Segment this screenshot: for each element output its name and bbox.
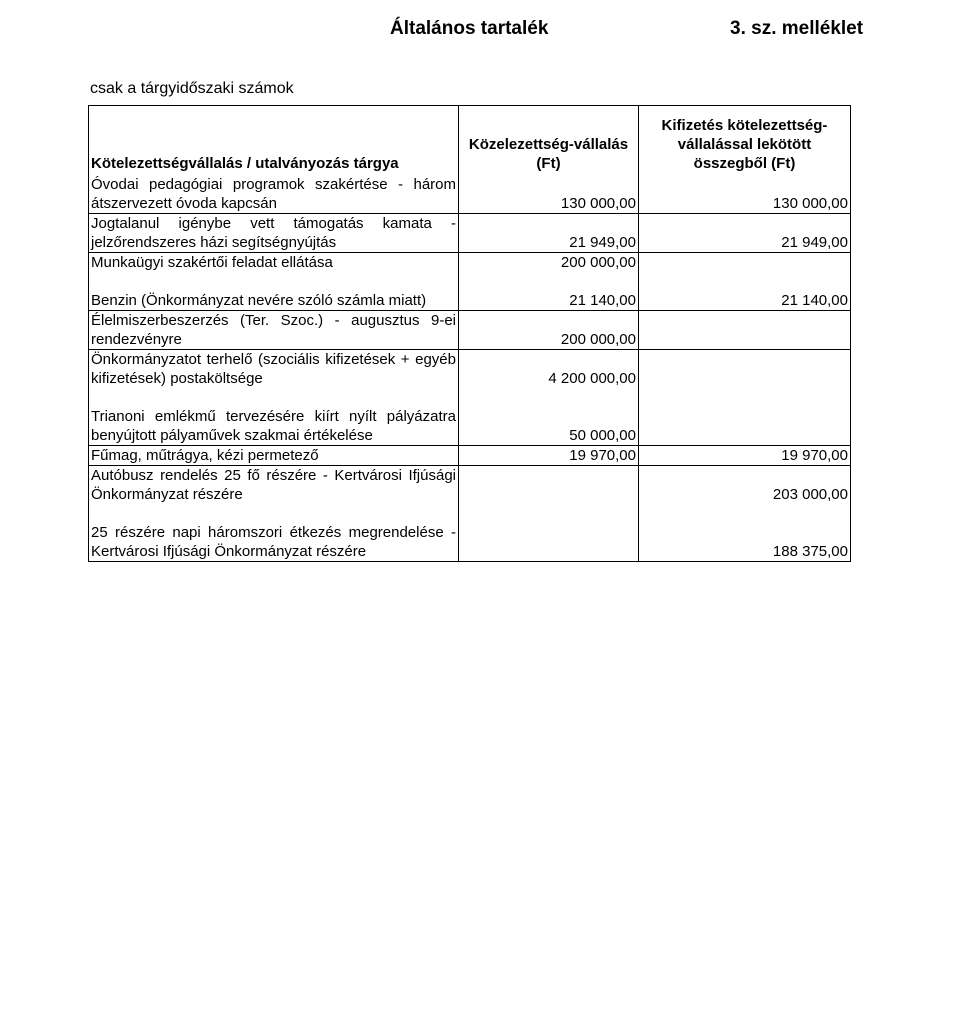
spacer-row — [89, 388, 851, 407]
row-commitment: 21 949,00 — [459, 214, 639, 253]
row-description: Óvodai pedagógiai programok szakértése - három átszervezett óvoda kapcsán — [89, 175, 459, 214]
row-commitment: 50 000,00 — [459, 407, 639, 446]
annex-label: 3. sz. melléklet — [730, 18, 864, 39]
spacer-row — [89, 504, 851, 523]
row-description: Munkaügyi szakértői feladat ellátása — [89, 253, 459, 273]
row-description: Önkormányzatot terhelő (szociális kifizetések + egyéb kifizetések) postaköltsége — [89, 350, 459, 389]
row-description: Fűmag, műtrágya, kézi permetező — [89, 446, 459, 466]
row-paid: 21 949,00 — [639, 214, 851, 253]
row-commitment: 4 200 000,00 — [459, 350, 639, 389]
row-paid — [639, 311, 851, 350]
column-header-paid: Kifizetés kötelezettség-vállalással lekötött összegből (Ft) — [639, 106, 851, 176]
row-commitment — [459, 466, 639, 505]
row-description: Élelmiszerbeszerzés (Ter. Szoc.) - augusztus 9-ei rendezvényre — [89, 311, 459, 350]
row-paid — [639, 407, 851, 446]
table-row — [89, 523, 851, 562]
table-row — [89, 466, 851, 505]
table-row — [89, 175, 851, 214]
table-row — [89, 214, 851, 253]
table-row — [89, 311, 851, 350]
row-description: Autóbusz rendelés 25 fő részére - Kertvárosi Ifjúsági Önkormányzat részére — [89, 466, 459, 505]
row-paid — [639, 253, 851, 273]
row-description: Trianoni emlékmű tervezésére kiírt nyílt pályázatra benyújtott pályaművek szakmai értékelése — [89, 407, 459, 446]
spacer-row — [89, 272, 851, 291]
row-description: Jogtalanul igénybe vett támogatás kamata - jelzőrendszeres házi segítségnyújtás — [89, 214, 459, 253]
table-row — [89, 350, 851, 389]
row-commitment: 200 000,00 — [459, 253, 639, 273]
row-commitment: 19 970,00 — [459, 446, 639, 466]
row-paid — [639, 350, 851, 389]
row-paid: 203 000,00 — [639, 466, 851, 505]
table-row — [89, 253, 851, 273]
column-header-commitment: Közelezettség-vállalás (Ft) — [459, 106, 639, 176]
row-commitment: 130 000,00 — [459, 175, 639, 214]
document-subtitle: csak a tárgyidőszaki számok — [90, 80, 294, 97]
table-header-row — [89, 106, 851, 176]
row-description: Benzin (Önkormányzat nevére szóló számla miatt) — [89, 291, 459, 311]
document-title: Általános tartalék — [390, 18, 549, 39]
row-paid: 188 375,00 — [639, 523, 851, 562]
row-commitment: 200 000,00 — [459, 311, 639, 350]
table-row — [89, 446, 851, 466]
row-commitment — [459, 523, 639, 562]
row-commitment: 21 140,00 — [459, 291, 639, 311]
row-paid: 19 970,00 — [639, 446, 851, 466]
row-paid: 21 140,00 — [639, 291, 851, 311]
reserve-table — [88, 105, 851, 562]
row-paid: 130 000,00 — [639, 175, 851, 214]
column-header-subject: Kötelezettségvállalás / utalványozás tárgya — [89, 106, 459, 176]
row-description: 25 részére napi háromszori étkezés megrendelése - Kertvárosi Ifjúsági Önkormányzat részére — [89, 523, 459, 562]
table-row — [89, 407, 851, 446]
table-row — [89, 291, 851, 311]
